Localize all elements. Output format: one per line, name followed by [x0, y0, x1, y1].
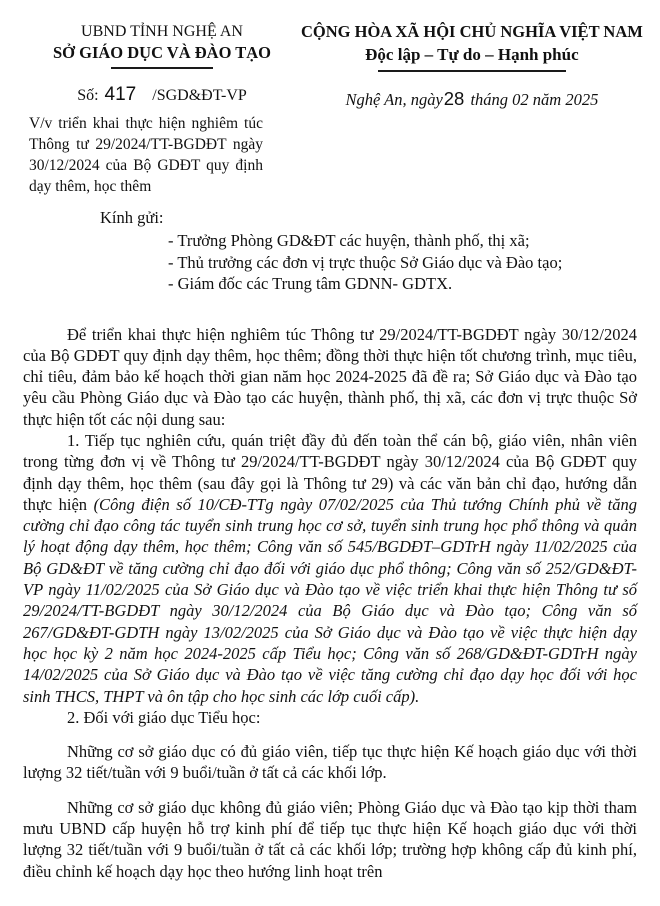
- salutation-label: Kính gửi:: [100, 208, 164, 227]
- agency-underline: [111, 67, 213, 69]
- document-body: [23, 324, 637, 882]
- agency-name: SỞ GIÁO DỤC VÀ ĐÀO TẠO: [52, 43, 272, 62]
- paragraph-intro: Để triển khai thực hiện nghiêm túc Thông tư 29/2024/TT-BGDĐT ngày 30/12/2024 của Bộ GDĐT quy định dạy thêm, học thêm; đồng thời thực hiện tốt chương trình, mục tiêu, chỉ tiêu, đảm bảo kế hoạch thời gian năm học 2024-2025 đã đề ra; Sở Giáo dục và Đào tạo yêu cầu Phòng Giáo dục và Đào tạo các huyện, thành phố, thị xã, các đơn vị trực thuộc Sở thực hiện tốt các nội dung sau:: [23, 324, 637, 429]
- agency-parent-name: UBND TỈNH NGHỆ AN: [81, 23, 243, 40]
- recipient-item-2: - Thủ trưởng các đơn vị trực thuộc Sở Giáo dục và Đào tạo;: [168, 252, 563, 272]
- document-number-label: Số:: [77, 87, 99, 104]
- section-1-lead-text: 1. Tiếp tục nghiên cứu, quán triệt đầy đủ đến toàn thể cán bộ, giáo viên, nhân viên trong từng đơn vị về Thông tư 29/2024/TT-BGDĐT ngày 30/12/2024 của Bộ GDĐT quy định dạy thêm, học thêm (sau đây gọi là Thông tư 29) và các văn bản chỉ đạo, hướng dẫn thực hiện: [23, 430, 637, 514]
- national-motto: Độc lập – Tự do – Hạnh phúc: [365, 45, 579, 64]
- recipient-item-1: - Trưởng Phòng GD&ĐT các huyện, thành phố, thị xã;: [168, 231, 530, 250]
- motto-underline: [378, 70, 566, 72]
- issuing-agency-block: [23, 22, 301, 197]
- date-prefix: Nghệ An, ngày: [345, 90, 443, 109]
- document-number-suffix: /SGD&ĐT-VP: [152, 87, 247, 104]
- salutation-block: [23, 207, 637, 295]
- recipient-item-3: - Giám đốc các Trung tâm GDNN- GDTX.: [168, 274, 453, 293]
- date-suffix: tháng 02 năm 2025: [466, 90, 599, 109]
- national-header-block: [301, 22, 643, 110]
- document-subject: V/v triển khai thực hiện nghiêm túc Thông tư 29/2024/TT-BGDĐT ngày 30/12/2024 của Bộ GDĐT quy định dạy thêm, học thêm: [29, 115, 263, 195]
- document-number-line: [23, 84, 301, 106]
- place-date-line: [301, 88, 643, 110]
- paragraph-section-2-insufficient-teachers: Những cơ sở giáo dục không đủ giáo viên; Phòng Giáo dục và Đào tạo kịp thời tham mưu UBND cấp huyện hỗ trợ kinh phí để tiếp tục thực hiện Kế hoạch giáo dục với thời lượng 32 tiết/tuần với 9 buổi/tuần ở tất cả các khối lớp; trường hợp không cấp đủ kinh phí, điều chỉnh kế hoạch dạy học theo hướng linh hoạt trên: [23, 797, 637, 881]
- national-title: CỘNG HÒA XÃ HỘI CHỦ NGHĨA VIỆT NAM: [301, 22, 643, 41]
- document-header: [23, 22, 643, 197]
- paragraph-section-2-sufficient-teachers: Những cơ sở giáo dục có đủ giáo viên, tiếp tục thực hiện Kế hoạch giáo dục với thời lượng 32 tiết/tuần với 9 buổi/tuần ở tất cả các khối lớp.: [23, 742, 637, 783]
- document-number-value: 417: [104, 84, 137, 105]
- paragraph-section-2-heading: 2. Đối với giáo dục Tiểu học:: [67, 707, 261, 727]
- paragraph-section-1: [23, 430, 637, 707]
- recipient-list: [168, 230, 637, 295]
- date-day-handwritten: 28: [443, 88, 465, 109]
- section-1-cited-documents: (Công điện số 10/CĐ-TTg ngày 07/02/2025 của Thủ tướng Chính phủ về tăng cường chỉ đạo công tác tuyển sinh trung học cơ sở, tuyển sinh trung học phổ thông và quản lý hoạt động dạy thêm, học thêm; Công văn số 545/BGDĐT–GDTrH ngày 11/02/2025 của Bộ GD&ĐT về tăng cường chỉ đạo đối với giáo dục phổ thông; Công văn số 252/GD&ĐT-VP ngày 11/02/2025 của Sở Giáo dục và Đào tạo về việc triển khai thực hiện Thông tư số 29/2024/TT-BGDĐT ngày 30/12/2024 của Bộ Giáo dục và Đào tạo; Công văn số 267/GD&ĐT-GDTH ngày 13/02/2025 của Sở Giáo dục và Đào tạo về việc thực hiện dạy học học kỳ 2 năm học 2024-2025 cấp Tiểu học; Công văn số 268/GD&ĐT-GDTrH ngày 14/02/2025 của Sở Giáo dục và Đào tạo về việc tăng cường chỉ đạo dạy học đối với học sinh THCS, THPT và ôn tập cho học sinh các lớp cuối cấp).: [23, 494, 637, 706]
